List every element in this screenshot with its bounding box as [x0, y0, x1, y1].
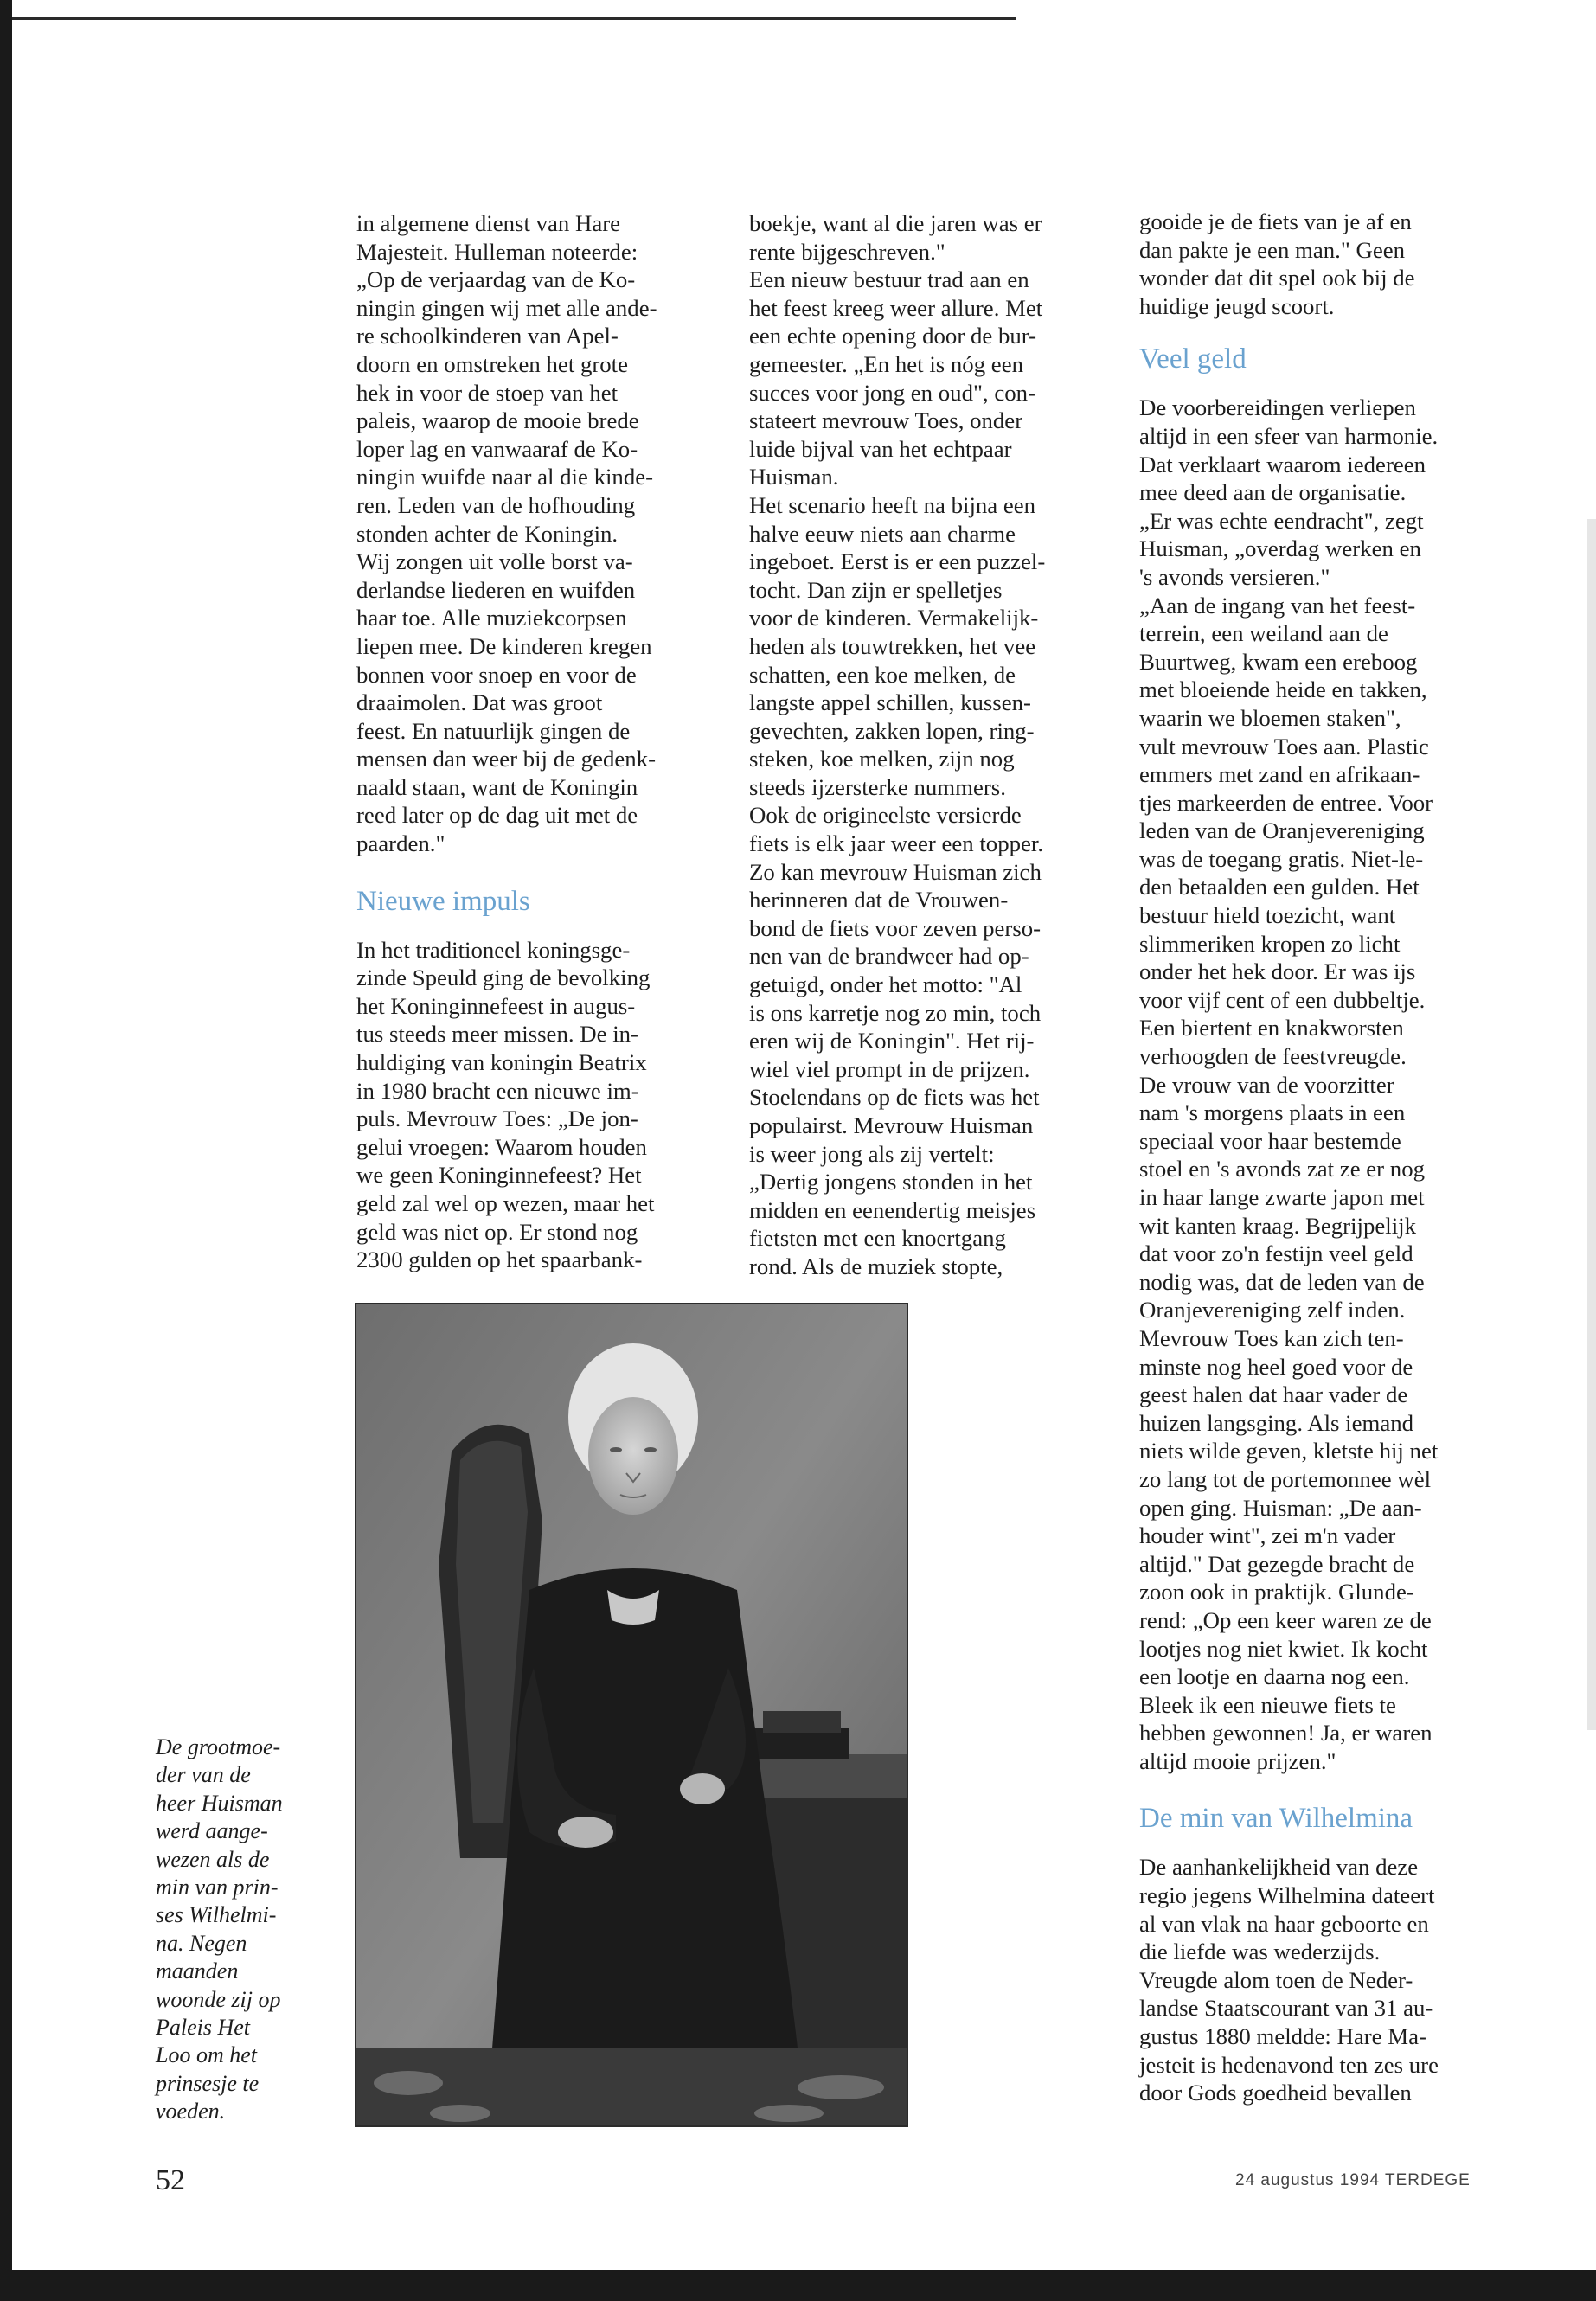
paragraph: De aanhankelijkheid van deze regio jegens Wilhelmina dateert al van vlak na haar geboorte en die liefde was wederzijds. Vreugde alom toen de Neder- landse Staatscourant van 31 au- gustus 1880 meldde: Hare Ma- jesteit is hedenavond ten zes ure door Gods goedheid bevallen [1139, 1854, 1439, 2106]
paragraph: boekje, want al die jaren was er rente bijgeschreven." Een nieuw bestuur trad aan en het feest kreeg weer allure. Met een echte opening door de bur- gemeester. „En het is nóg een succes voor jong en oud", con- stateert mevrouw Toes, onder luide bijval van het echtpaar Huisman. Het scenario heeft na bijna een halve eeuw niets aan charme ingeboet. Eerst is er een puzzel- tocht. Dan zijn er spelletjes voor de kinderen. Vermakelijk- heden als touwtrekken, het vee schatten, een koe melken, de langste appel schillen, kussen- gevechten, zakken lopen, ring- steken, koe melken, zijn nog steeds ijzersterke nummers. Ook de origineelste versierde fiets is elk jaar weer een topper. Zo kan mevrouw Huisman zich herinneren dat de Vrouwen- bond de fiets voor zeven perso- nen van de brandweer had op- getuigd, onder het motto: "Al is ons karretje nog zo min, toch eren wij de Koningin". Het rij- wiel viel prompt in de prijzen. Stoelendans op de fiets was het populairst. Mevrouw Huisman is weer jong als zij vertelt: „Dertig jongens stonden in het midden en eenendertig meisjes fietsten met een knoertgang rond. Als de muziek stopte, [749, 210, 1046, 1279]
section-heading-veel-geld: Veel geld [1139, 343, 1247, 375]
photo-caption: De grootmoe- der van de heer Huisman werd aange- wezen als de min van prin- ses Wilhelmi- na. Negen maanden woonde zij op Paleis Het Loo om het prinsesje te voeden. [156, 1734, 283, 2125]
paragraph: gooide je de fiets van je af en dan pakte je een man." Geen wonder dat dit spel ook bij de huidige jeugd scoort. [1139, 208, 1415, 319]
text-column-1 [356, 209, 711, 1274]
paragraph: in algemene dienst van Hare Majesteit. Hulleman noteerde: „Op de verjaardag van de Ko- ningin gingen wij met alle ande- re schoolkinderen van Apel- doorn en omstreken het grote hek in voor de stoep van het paleis, waarop de mooie brede loper lag en vanwaaraf de Ko- ningin wuifde naar al die kinde- ren. Leden van de hofhouding stonden achter de Koningin. Wij zongen uit volle borst va- derlandse liederen en wuifden haar toe. Alle muziekcorpsen liepen mee. De kinderen kregen bonnen voor snoep en voor de draaimolen. Dat was groot feest. En natuurlijk gingen de mensen dan weer bij de gedenk- naald staan, want de Koningin reed later op de dag uit met de paarden." [356, 210, 657, 857]
portrait-photo [355, 1303, 908, 2127]
portrait-photo-illustration [356, 1304, 907, 2125]
text-column-2 [749, 209, 1104, 1281]
paragraph: De voorbereidingen verliepen altijd in een sfeer van harmonie. Dat verklaart waarom iedereen mee deed aan de organisatie. „Er was echte eendracht", zegt Huisman, „overdag werken en 's avonds versieren." „Aan de ingang van het feest- terrein, een weiland aan de Buurtweg, kwam een ereboog met bloeiende heide en takken, waarin we bloemen staken", vult mevrouw Toes aan. Plastic emmers met zand en afrikaan- tjes markeerden de entree. Voor leden van de Oranjevereniging was de toegang gratis. Niet-le- den betaalden een gulden. Het bestuur hield toezicht, want slimmeriken kropen zo licht onder het hek door. Er was ijs voor vijf cent of een dubbeltje. Een biertent en knakworsten verhoogden de feestvreugde. De vrouw van de voorzitter nam 's morgens plaats in een speciaal voor haar bestemde stoel en 's avonds zat ze er nog in haar lange zwarte japon met wit kanten kraag. Begrijpelijk dat voor zo'n festijn veel geld nodig was, dat de leden van de Oranjevereniging zelf inden. Mevrouw Toes kan zich ten- minste nog heel goed voor de geest halen dat haar vader de huizen langsging. Als iemand niets wilde geven, kletste hij net zo lang tot de portemonnee wèl open ging. Huisman: „De aan- houder wint", zei m'n vader altijd." Dat gezegde bracht de zoon ook in praktijk. Glunde- rend: „Op een keer waren ze de lootjes nog niet kwiet. Ik kocht een lootje en daarna nog een. Bleek ik een nieuwe fiets te hebben gewonnen! Ja, er waren altijd mooie prijzen." [1139, 394, 1439, 1774]
top-rule [12, 17, 1016, 20]
paragraph: In het traditioneel koningsge- zinde Speuld ging de bevolking het Koninginnefeest in augus- tus steeds meer missen. De in- huldiging van koningin Beatrix in 1980 bracht een nieuwe im- puls. Mevrouw Toes: „De jon- gelui vroegen: Waarom houden we geen Koninginnefeest? Het geld zal wel op wezen, maar het geld was niet op. Er stond nog 2300 gulden op het spaarbank- [356, 936, 655, 1273]
issue-footer: 24 augustus 1994 TERDEGE [1235, 2171, 1471, 2189]
scan-edge-right [1587, 519, 1596, 1730]
section-heading-de-min-van-wilhelmina: De min van Wilhelmina [1139, 1803, 1413, 1835]
section-heading-nieuwe-impuls: Nieuwe impuls [356, 885, 530, 917]
scan-edge-left [0, 0, 12, 2301]
scan-edge-bottom [0, 2270, 1596, 2301]
page-number: 52 [156, 2164, 185, 2196]
text-column-3 [1139, 208, 1511, 2107]
